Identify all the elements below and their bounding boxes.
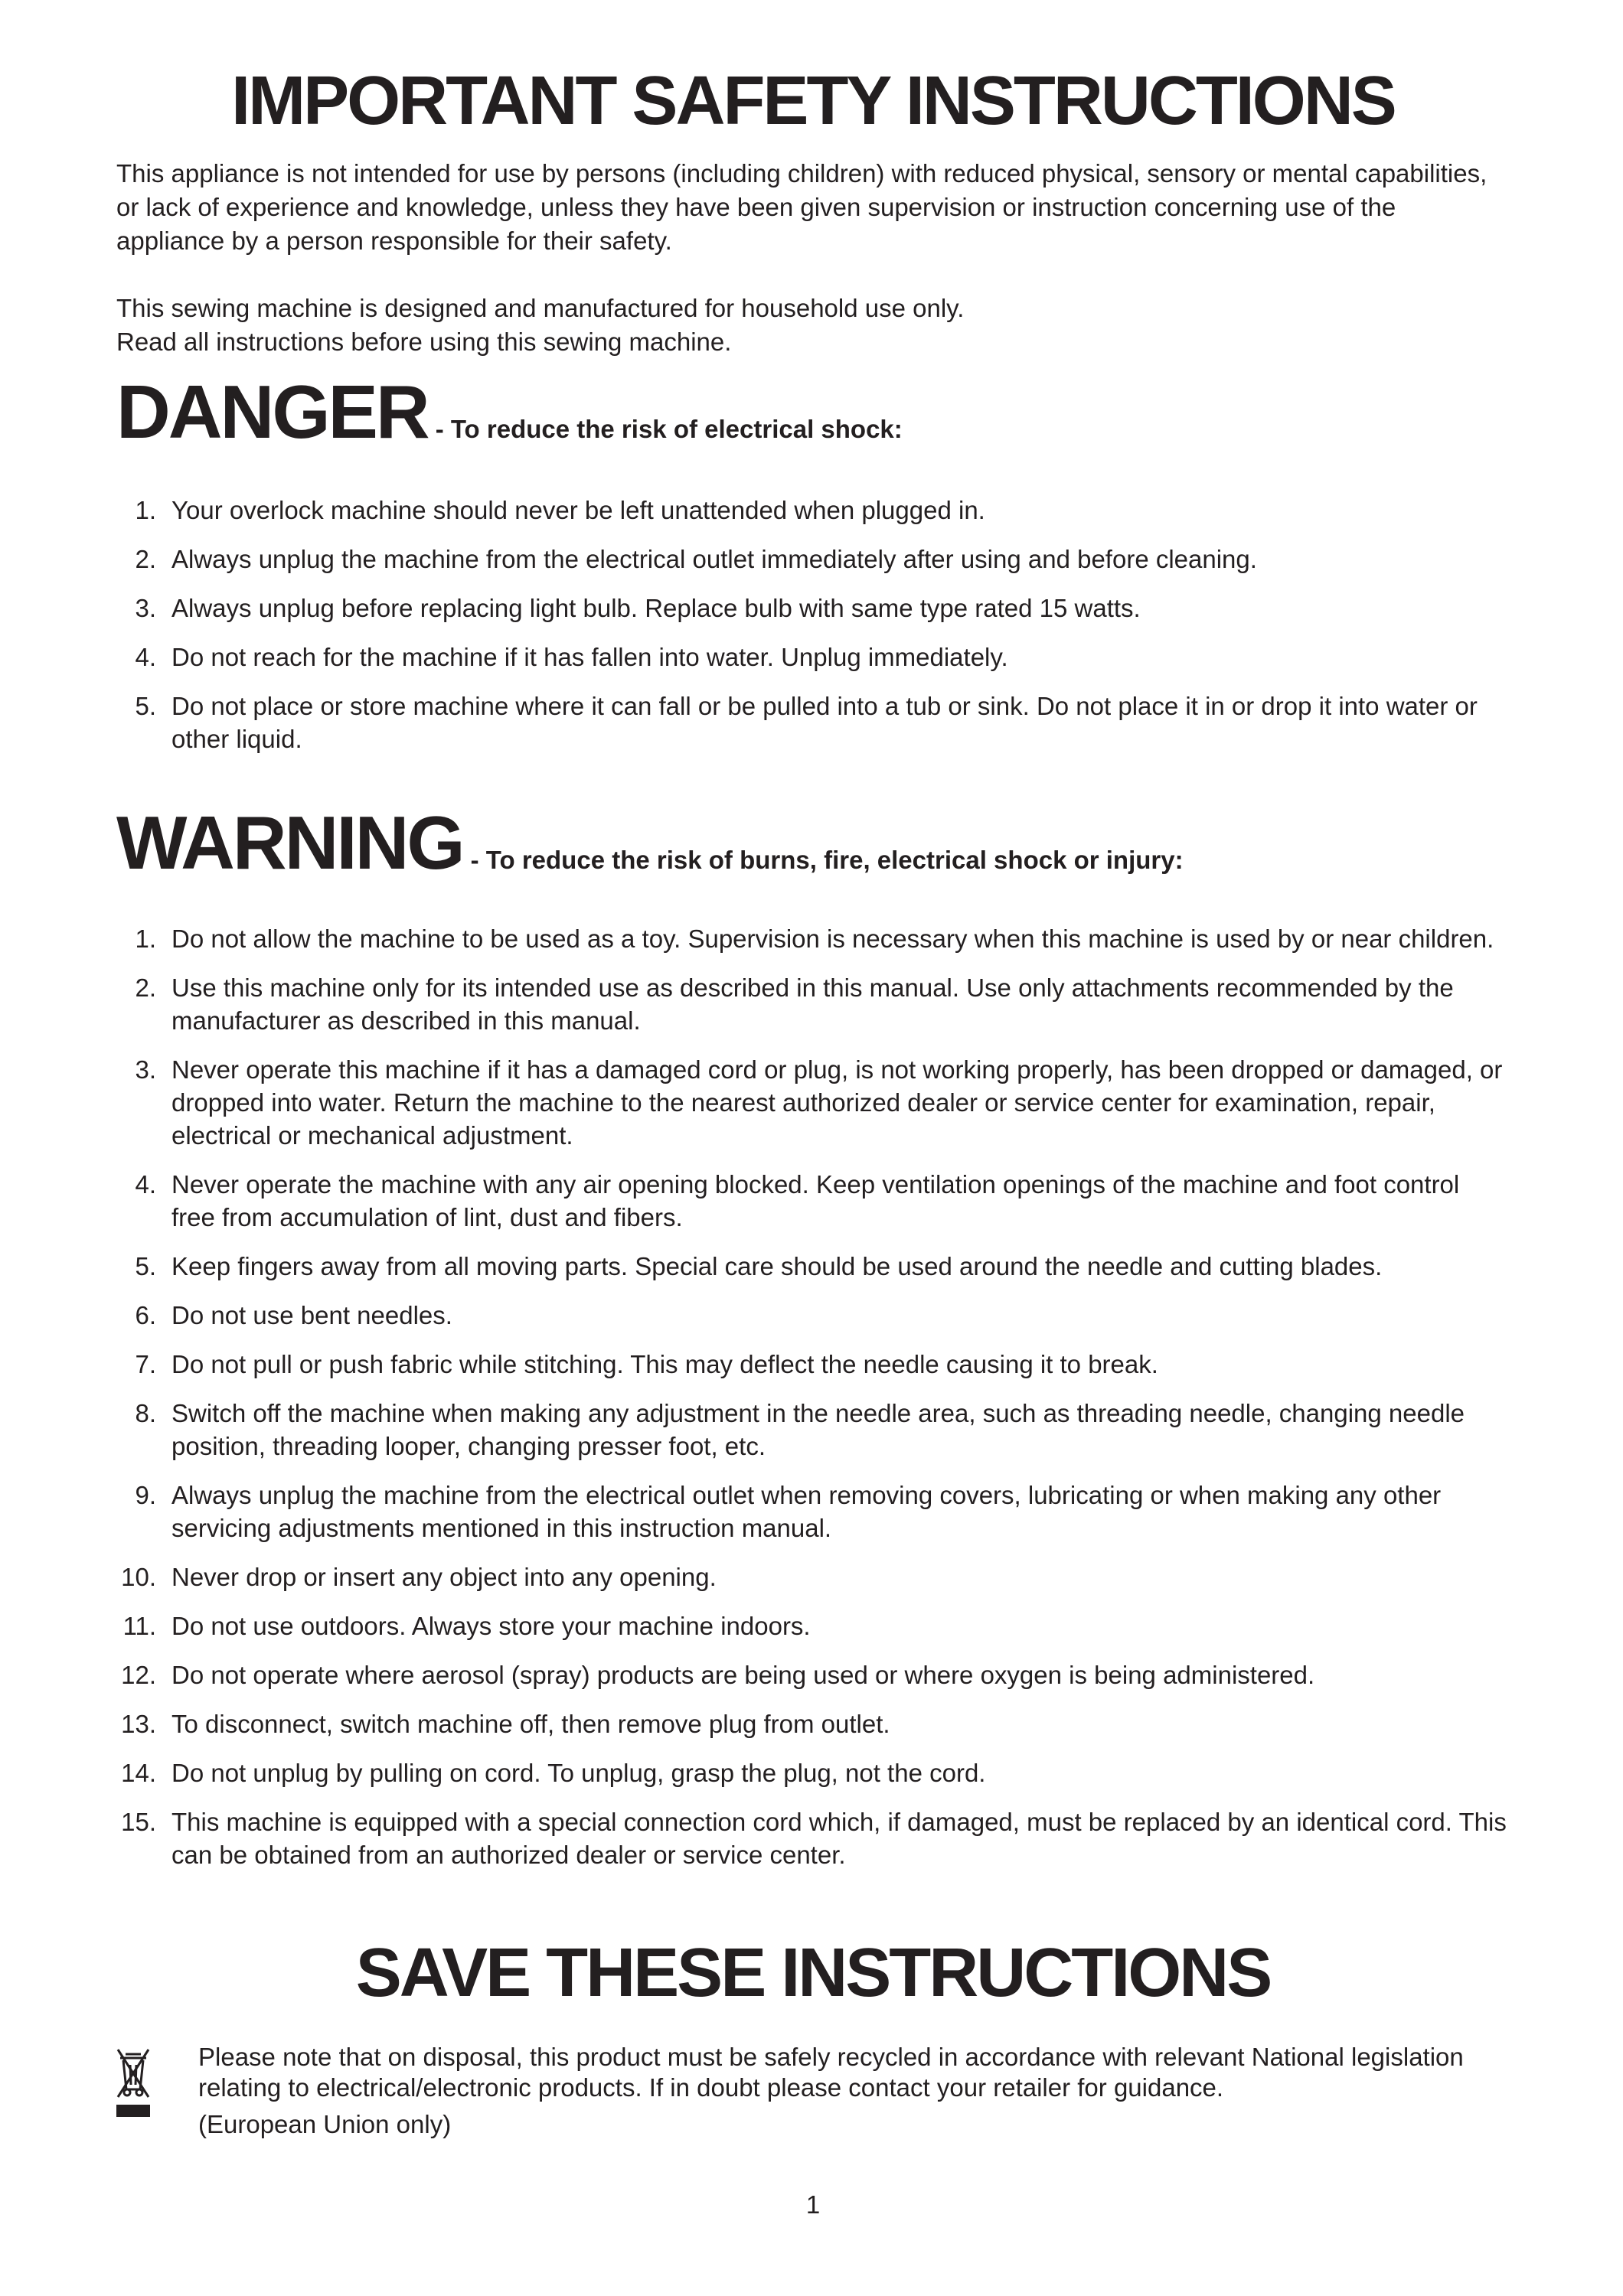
intro-section: [116, 157, 1510, 359]
item-text: This machine is equipped with a special connection cord which, if damaged, must be replaced by an identical cord. This can be obtained from an authorized dealer or service center.: [171, 1808, 1507, 1869]
item-text: Always unplug the machine from the electrical outlet when removing covers, lubricating or when making any other servicing adjustments mentioned in this instruction manual.: [171, 1481, 1442, 1542]
intro-household-line: This sewing machine is designed and manufactured for household use only.: [116, 294, 965, 322]
disposal-text-block: [198, 2042, 1500, 2140]
item-text: Do not reach for the machine if it has fallen into water. Unplug immediately.: [171, 643, 1008, 671]
list-item: [116, 1658, 1510, 1691]
item-number: 2.: [135, 545, 156, 573]
item-number: 2.: [135, 974, 156, 1002]
disposal-text: Please note that on disposal, this product must be safely recycled in accordance with relevant National legislation relating to electrical/electronic products. If in doubt please contact your retailer for guidance.: [198, 2043, 1464, 2102]
item-number: 8.: [135, 1399, 156, 1427]
list-item: [116, 1609, 1510, 1642]
item-number: 1.: [135, 496, 156, 524]
item-number: 3.: [135, 594, 156, 622]
item-number: 11.: [122, 1612, 156, 1640]
item-number: 3.: [135, 1055, 156, 1084]
item-text: Never drop or insert any object into any opening.: [171, 1563, 717, 1591]
item-number: 15.: [121, 1808, 156, 1836]
intro-read-line: Read all instructions before using this sewing machine.: [116, 328, 732, 356]
item-text: To disconnect, switch machine off, then remove plug from outlet.: [171, 1710, 890, 1738]
item-number: 13.: [121, 1710, 156, 1738]
warning-heading: [116, 801, 1510, 885]
list-item: [116, 641, 1510, 673]
list-item: [116, 1348, 1510, 1381]
item-number: 6.: [135, 1301, 156, 1329]
item-text: Do not operate where aerosol (spray) products are being used or where oxygen is being administered.: [171, 1661, 1315, 1689]
item-text: Always unplug the machine from the electrical outlet immediately after using and before cleaning.: [171, 545, 1257, 573]
item-text: Switch off the machine when making any adjustment in the needle area, such as threading needle, changing needle position, threading looper, changing presser foot, etc.: [171, 1399, 1465, 1460]
list-item: [116, 922, 1510, 955]
page-number: 1: [805, 2190, 821, 2219]
item-number: 14.: [121, 1759, 156, 1787]
list-item: [116, 543, 1510, 576]
item-text: Do not place or store machine where it can fall or be pulled into a tub or sink. Do not place it in or drop it into water or other liquid.: [171, 692, 1478, 753]
item-number: 9.: [135, 1481, 156, 1509]
list-item: [116, 971, 1510, 1037]
item-number: 5.: [135, 1252, 156, 1280]
list-item: [116, 494, 1510, 527]
item-text: Do not allow the machine to be used as a toy. Supervision is necessary when this machine is used by or near children.: [171, 925, 1494, 953]
item-number: 7.: [135, 1350, 156, 1378]
item-number: 5.: [135, 692, 156, 720]
item-text: Never operate this machine if it has a damaged cord or plug, is not working properly, has been dropped or damaged, or dropped into water. Return the machine to the nearest authorized dealer or service center for examination, repair, electrical or mechanical adjustment.: [171, 1055, 1503, 1150]
warning-subtitle: - To reduce the risk of burns, fire, electrical shock or injury:: [470, 846, 1184, 874]
list-item: [116, 1479, 1510, 1544]
item-text: Your overlock machine should never be left unattended when plugged in.: [171, 496, 985, 524]
item-number: 12.: [121, 1661, 156, 1689]
item-text: Use this machine only for its intended use as described in this manual. Use only attachments recommended by the manufacturer as described in this manual.: [171, 974, 1454, 1035]
item-text: Do not unplug by pulling on cord. To unplug, grasp the plug, not the cord.: [171, 1759, 986, 1787]
item-number: 4.: [135, 1170, 156, 1199]
list-item: [116, 1250, 1510, 1283]
warning-list: [116, 922, 1510, 1887]
item-number: 1.: [135, 925, 156, 953]
crossed-out-wheelie-bin-icon: [116, 2048, 150, 2118]
list-item: [116, 1805, 1510, 1871]
list-item: [116, 690, 1510, 755]
item-text: Keep fingers away from all moving parts. Special care should be used around the needle and cutting blades.: [171, 1252, 1383, 1280]
item-text: Do not use bent needles.: [171, 1301, 452, 1329]
list-item: [116, 1561, 1510, 1593]
item-number: 10.: [121, 1563, 156, 1591]
danger-title: DANGER: [116, 370, 428, 454]
item-number: 4.: [135, 643, 156, 671]
list-item: [116, 1053, 1510, 1152]
danger-list: [116, 494, 1510, 771]
item-text: Never operate the machine with any air opening blocked. Keep ventilation openings of the machine and foot control free from accumulation of lint, dust and fibers.: [171, 1170, 1460, 1231]
list-item: [116, 1168, 1510, 1234]
intro-paragraph: This appliance is not intended for use by persons (including children) with reduced physical, sensory or mental capabilities, or lack of experience and knowledge, unless they have been given supervision or instruction concerning use of the appliance by a person responsible for their safety.: [116, 159, 1487, 255]
item-text: Do not pull or push fabric while stitching. This may deflect the needle causing it to break.: [171, 1350, 1158, 1378]
list-item: [116, 1707, 1510, 1740]
danger-subtitle: - To reduce the risk of electrical shock:: [435, 415, 903, 443]
save-instructions-heading: SAVE THESE INSTRUCTIONS: [355, 1935, 1271, 2011]
item-text: Always unplug before replacing light bulb. Replace bulb with same type rated 15 watts.: [171, 594, 1141, 622]
eu-note: (European Union only): [198, 2110, 452, 2138]
danger-heading: [116, 370, 1510, 454]
list-item: [116, 1299, 1510, 1332]
list-item: [116, 1397, 1510, 1463]
list-item: [116, 592, 1510, 625]
warning-title: WARNING: [116, 801, 463, 885]
page-title: IMPORTANT SAFETY INSTRUCTIONS: [231, 63, 1395, 139]
item-text: Do not use outdoors. Always store your machine indoors.: [171, 1612, 811, 1640]
list-item: [116, 1756, 1510, 1789]
